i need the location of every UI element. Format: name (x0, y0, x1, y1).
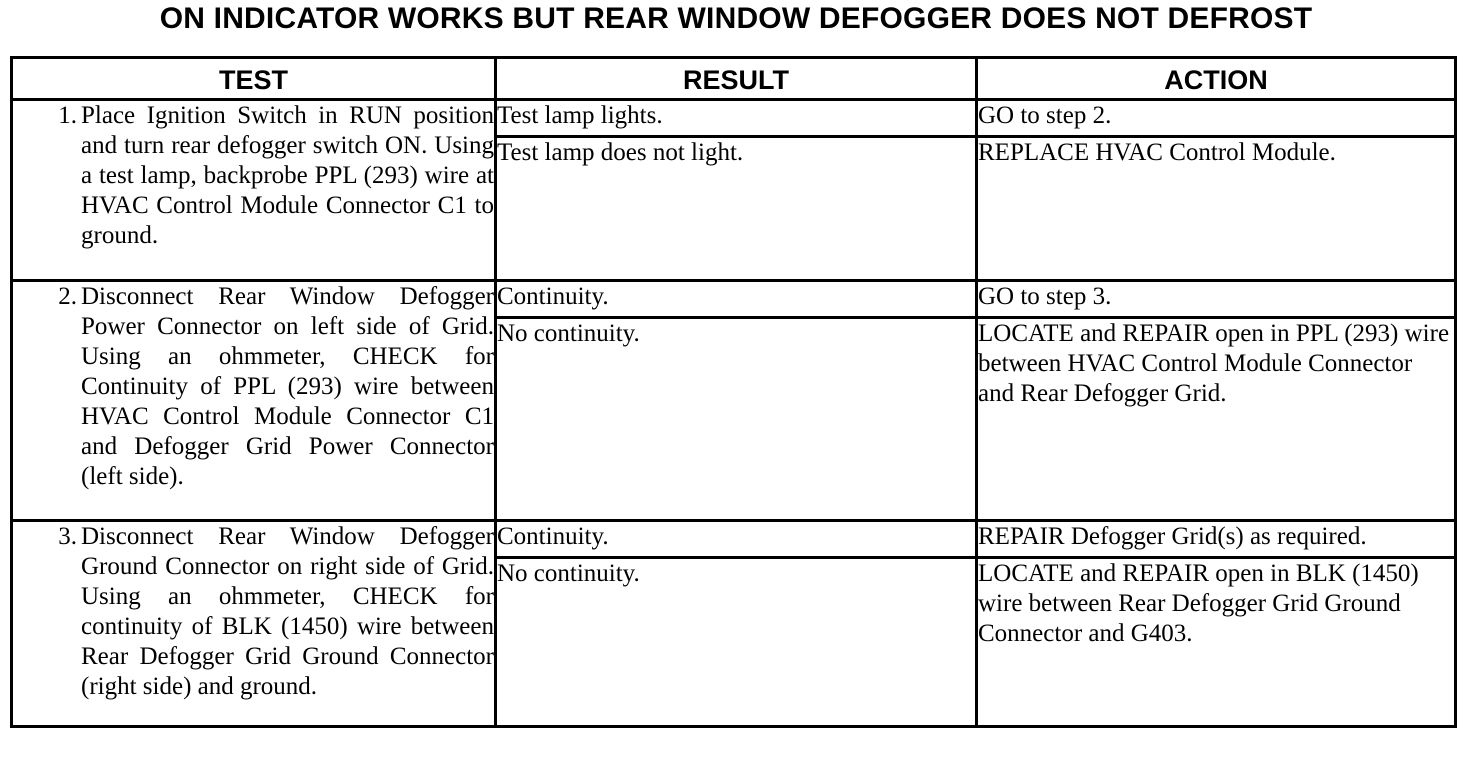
action-cell: GO to step 3. (977, 281, 1456, 318)
action-cell: GO to step 2. (977, 100, 1456, 137)
table-row (12, 100, 1456, 137)
diagnostic-table (10, 56, 1457, 728)
result-cell: Test lamp lights. (496, 100, 977, 137)
step-number: 3. (58, 523, 77, 550)
result-cell: Test lamp does not light. (496, 137, 977, 281)
column-header-result: RESULT (496, 58, 977, 100)
action-cell: REPAIR Defogger Grid(s) as required. (977, 521, 1456, 558)
test-instructions: Disconnect Rear Window Defogger Power Connector on left side of Grid. Using an ohmmeter, CHECK for Continuity of PPL (293) wire between HVAC Control Module Connector C1 and Defogger Grid Power Connector (left side). (81, 283, 494, 490)
action-cell: LOCATE and REPAIR open in PPL (293) wire between HVAC Control Module Connector and Rear Defogger Grid. (977, 318, 1456, 521)
table-row (12, 521, 1456, 558)
action-cell: REPLACE HVAC Control Module. (977, 137, 1456, 281)
test-cell-step-2 (12, 281, 496, 521)
column-header-test: TEST (12, 58, 496, 100)
result-cell: Continuity. (496, 521, 977, 558)
action-cell: LOCATE and REPAIR open in BLK (1450) wire between Rear Defogger Grid Ground Connector and G403. (977, 558, 1456, 727)
test-cell-step-3 (12, 521, 496, 727)
test-cell-step-1 (12, 100, 496, 281)
test-instructions: Place Ignition Switch in RUN position and turn rear defogger switch ON. Using a test lamp, backprobe PPL (293) wire at HVAC Control Module Connector C1 to ground. (81, 102, 494, 249)
result-cell: No continuity. (496, 558, 977, 727)
column-header-action: ACTION (977, 58, 1456, 100)
table-row (12, 281, 1456, 318)
result-cell: Continuity. (496, 281, 977, 318)
result-cell: No continuity. (496, 318, 977, 521)
step-number: 2. (58, 283, 77, 310)
page-title: ON INDICATOR WORKS BUT REAR WINDOW DEFOGGER DOES NOT DEFROST (159, 2, 1313, 35)
test-instructions: Disconnect Rear Window Defogger Ground Connector on right side of Grid. Using an ohmmeter, CHECK for continuity of BLK (1450) wire between Rear Defogger Grid Ground Connector (right side) and ground. (81, 523, 494, 700)
header-row (12, 58, 1456, 100)
step-number: 1. (58, 102, 77, 129)
